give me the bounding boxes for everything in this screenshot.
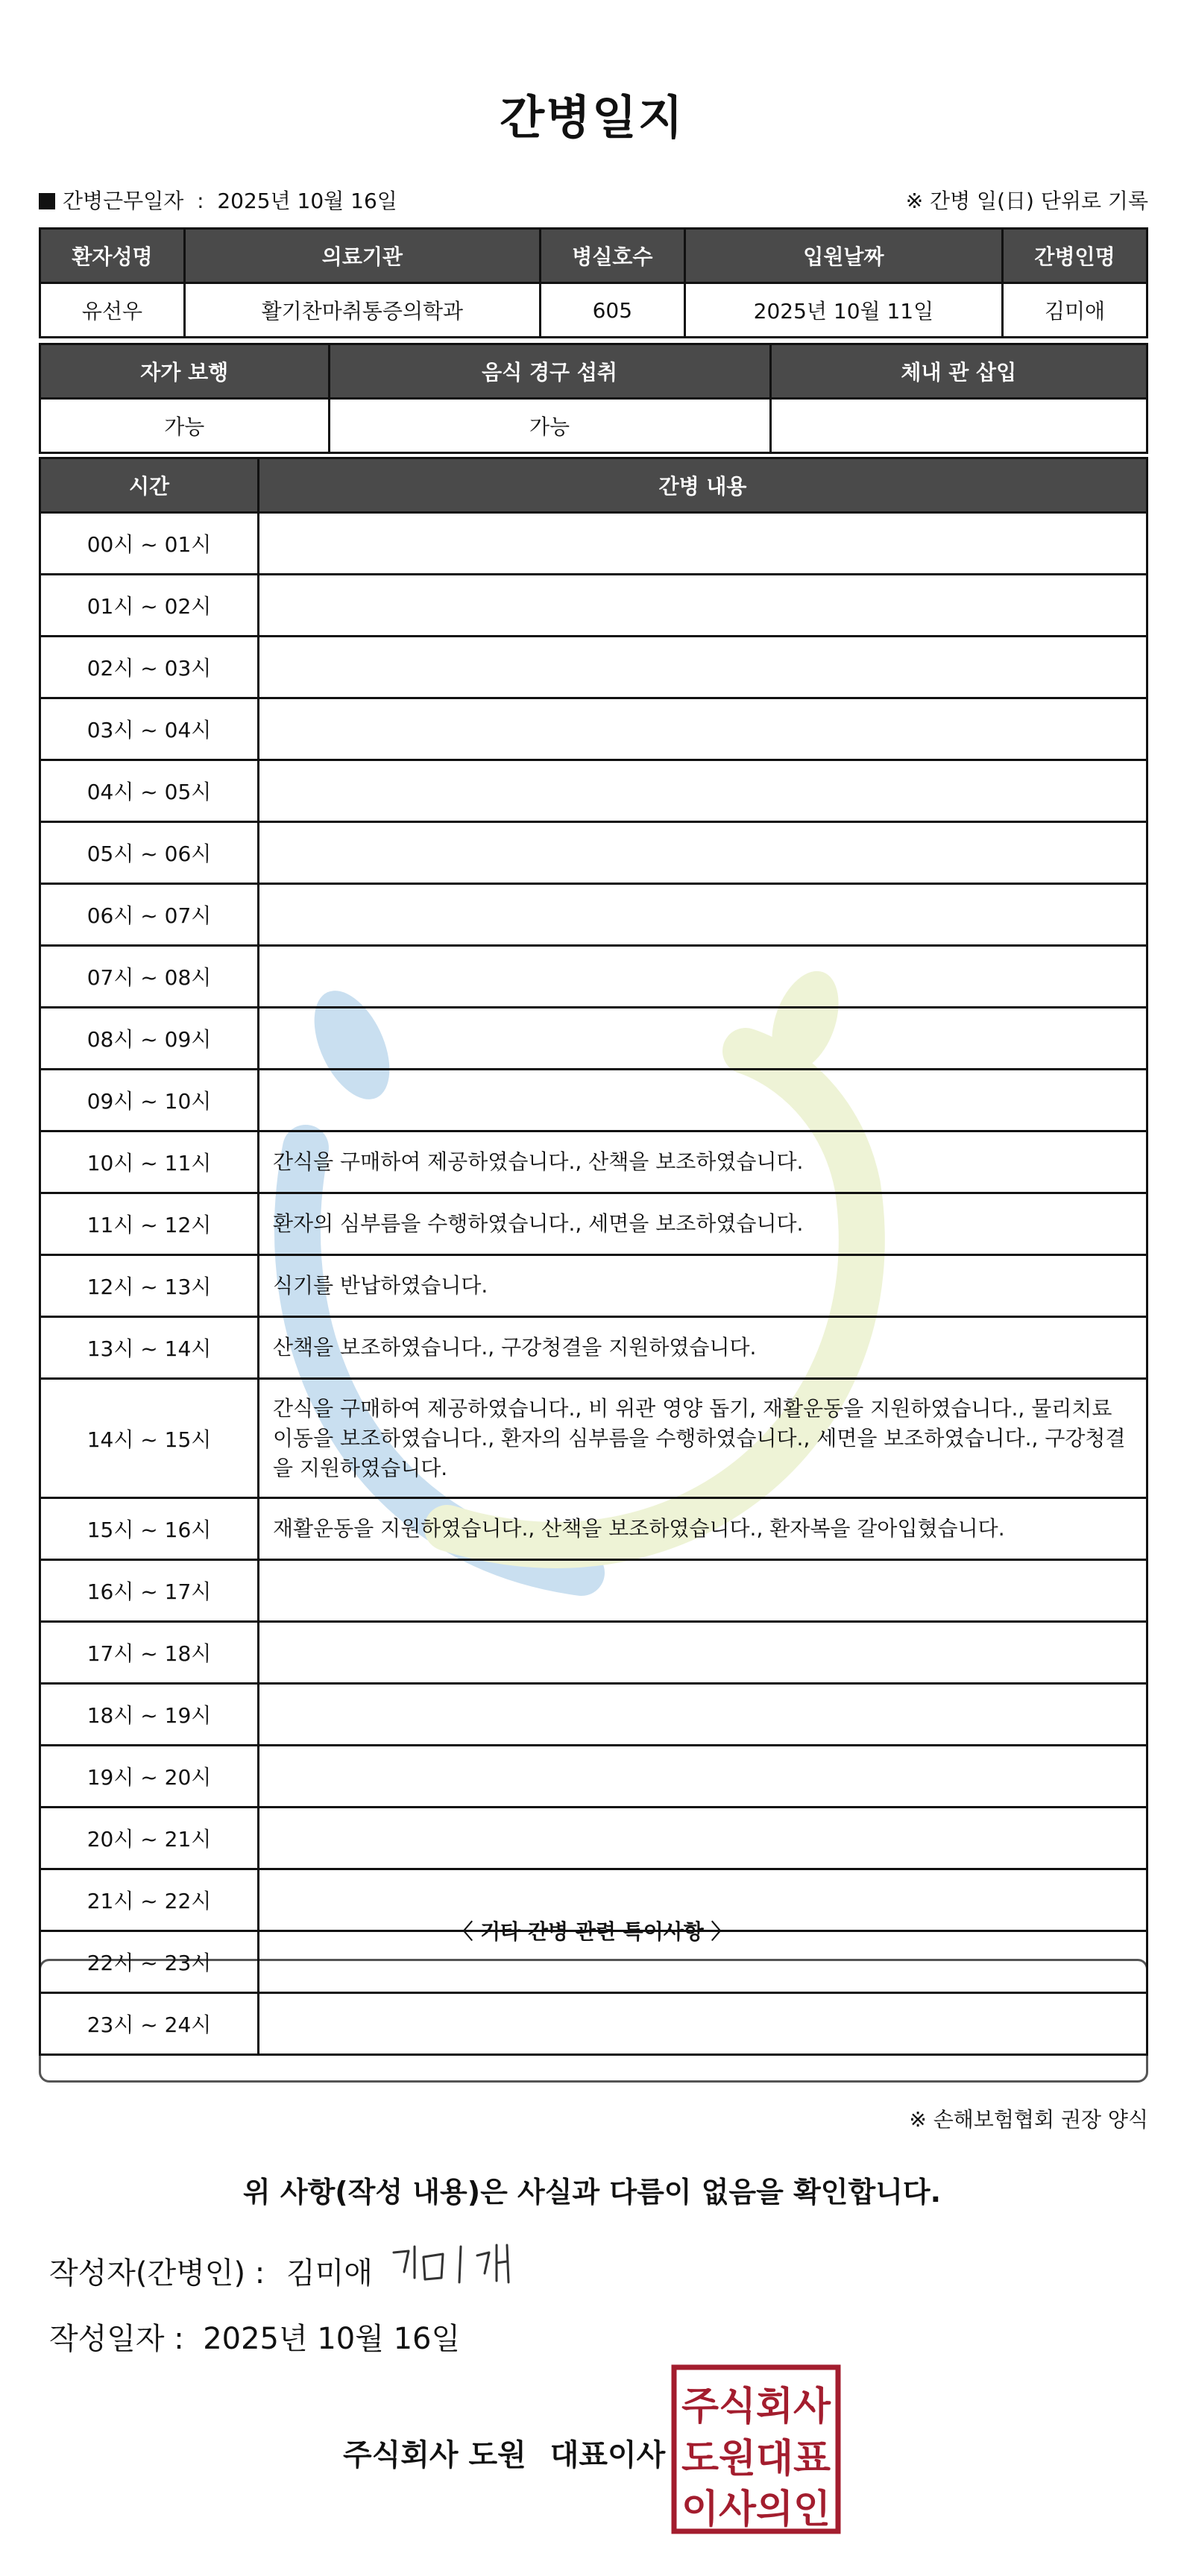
caregiver-name: 김미애 [1003,283,1147,338]
row-time: 15시 ~ 16시 [40,1498,259,1560]
page-title: 간병일지 [500,90,684,145]
row-time: 14시 ~ 15시 [40,1379,259,1498]
row-content [259,698,1147,760]
tube-insertion-value [770,399,1147,453]
black-square-icon [39,193,55,209]
written-date-label: 작성일자 : [49,2322,184,2356]
row-time: 08시 ~ 09시 [40,1008,259,1070]
hospital-name: 활기찬마취통증의학과 [184,283,540,338]
header-room: 병실호수 [540,229,684,283]
row-time: 01시 ~ 02시 [40,575,259,637]
table-row [40,946,1147,1008]
company-seal-stamp [671,2364,841,2534]
svg-text:주식회사: 주식회사 [681,2384,831,2429]
row-content [259,1808,1147,1869]
row-content: 식기를 반납하였습니다. [259,1255,1147,1317]
row-time: 02시 ~ 03시 [40,637,259,698]
header-hospital: 의료기관 [184,229,540,283]
row-time: 04시 ~ 05시 [40,760,259,822]
work-date-header: 간병근무일자 : 2025년 10월 16일 ※ 간병 일(日) 단위로 기록 [39,185,1148,221]
row-time: 09시 ~ 10시 [40,1070,259,1131]
row-time: 06시 ~ 07시 [40,884,259,946]
table-row [40,1070,1147,1131]
row-time: 00시 ~ 01시 [40,513,259,575]
header-oral-intake: 음식 경구 섭취 [329,344,770,399]
svg-text:이사의인: 이사의인 [681,2487,831,2532]
row-content: 재활운동을 지원하였습니다., 산책을 보조하였습니다., 환자복을 갈아입혔습니다. [259,1498,1147,1560]
ceo-title: 대표이사 [550,2438,666,2472]
table-row [40,1869,1147,1931]
header-tube-insertion: 체내 관 삽입 [770,344,1147,399]
written-date-value: 2025년 10월 16일 [203,2322,461,2356]
oral-intake-value: 가능 [329,399,770,453]
special-notes-title: 〈 기타 간병 관련 특이사항 〉 [452,1919,732,1944]
row-content [259,1560,1147,1622]
header-caregiver-name: 간병인명 [1003,229,1147,283]
table-row [40,1560,1147,1622]
header-self-walking: 자가 보행 [40,344,330,399]
care-log-table [39,457,1148,2056]
row-content: 환자의 심부름을 수행하였습니다., 세면을 보조하였습니다. [259,1193,1147,1255]
row-time: 12시 ~ 13시 [40,1255,259,1317]
row-time: 20시 ~ 21시 [40,1808,259,1869]
row-content [259,822,1147,884]
row-content [259,760,1147,822]
table-row [40,637,1147,698]
row-time: 18시 ~ 19시 [40,1684,259,1746]
row-time: 13시 ~ 14시 [40,1317,259,1379]
row-time: 07시 ~ 08시 [40,946,259,1008]
svg-text:도원대표: 도원대표 [681,2437,831,2481]
table-row [40,1808,1147,1869]
table-row [40,822,1147,884]
table-row [40,1931,1147,1993]
table-row [40,760,1147,822]
table-row [40,1131,1147,1193]
header-care-content: 간병 내용 [259,458,1147,513]
table-row [40,1008,1147,1070]
row-time: 19시 ~ 20시 [40,1746,259,1808]
row-time: 22시 ~ 23시 [40,1931,259,1993]
recommendation-note: ※ 손해보험협회 권장 양식 [909,2107,1148,2132]
patient-name: 유선우 [40,283,185,338]
table-row [40,884,1147,946]
row-content [259,1070,1147,1131]
row-content [259,946,1147,1008]
row-content [259,1622,1147,1684]
header-admission-date: 입원날짜 [684,229,1002,283]
table-row [40,698,1147,760]
row-time: 03시 ~ 04시 [40,698,259,760]
room-number: 605 [540,283,684,338]
table-row [40,513,1147,575]
row-content: 간식을 구매하여 제공하였습니다., 산책을 보조하였습니다. [259,1131,1147,1193]
row-time: 23시 ~ 24시 [40,1993,259,2055]
row-content [259,1746,1147,1808]
writer-name: 김미애 [286,2256,373,2291]
table-row [40,1255,1147,1317]
patient-status-table [39,343,1148,454]
table-row [40,1622,1147,1684]
company-name: 주식회사 도원 [343,2438,526,2472]
row-time: 16시 ~ 17시 [40,1560,259,1622]
row-content [259,575,1147,637]
row-time: 05시 ~ 06시 [40,822,259,884]
row-content [259,1931,1147,1993]
table-row [40,1193,1147,1255]
work-date-value: 2025년 10월 16일 [217,189,397,213]
row-time: 11시 ~ 12시 [40,1193,259,1255]
writer-line [49,2250,373,2292]
patient-info-table [39,227,1148,338]
self-walking-value: 가능 [40,399,330,453]
table-row [40,1746,1147,1808]
row-content [259,884,1147,946]
table-row [40,575,1147,637]
row-content: 간식을 구매하여 제공하였습니다., 비 위관 영양 돕기, 재활운동을 지원하였습니다., 물리치료 이동을 보조하였습니다., 환자의 심부름을 수행하였습니다., 세면을 보조하였습니다., 구강청결을 지원하였습니다. [259,1379,1147,1498]
row-time: 21시 ~ 22시 [40,1869,259,1931]
table-row [40,1993,1147,2055]
row-content [259,513,1147,575]
header-patient-name: 환자성명 [40,229,185,283]
table-row [40,1317,1147,1379]
handwritten-signature [388,2236,522,2296]
row-content [259,1869,1147,1931]
row-content [259,1008,1147,1070]
admission-date: 2025년 10월 11일 [684,283,1002,338]
row-content [259,1684,1147,1746]
table-row [40,1498,1147,1560]
table-row [40,1379,1147,1498]
row-content: 산책을 보조하였습니다., 구강청결을 지원하였습니다. [259,1317,1147,1379]
confirmation-statement: 위 사항(작성 내용)은 사실과 다름이 없음을 확인합니다. [242,2176,942,2209]
row-content [259,637,1147,698]
header-time: 시간 [40,458,259,513]
row-content [259,1993,1147,2055]
company-line [343,2431,665,2474]
written-date-line [49,2315,460,2358]
daily-record-note: ※ 간병 일(日) 단위로 기록 [905,189,1148,213]
writer-label: 작성자(간병인) : [49,2256,265,2291]
table-row [40,1684,1147,1746]
work-date-label: 간병근무일자 [63,189,184,213]
row-time: 10시 ~ 11시 [40,1131,259,1193]
row-time: 17시 ~ 18시 [40,1622,259,1684]
